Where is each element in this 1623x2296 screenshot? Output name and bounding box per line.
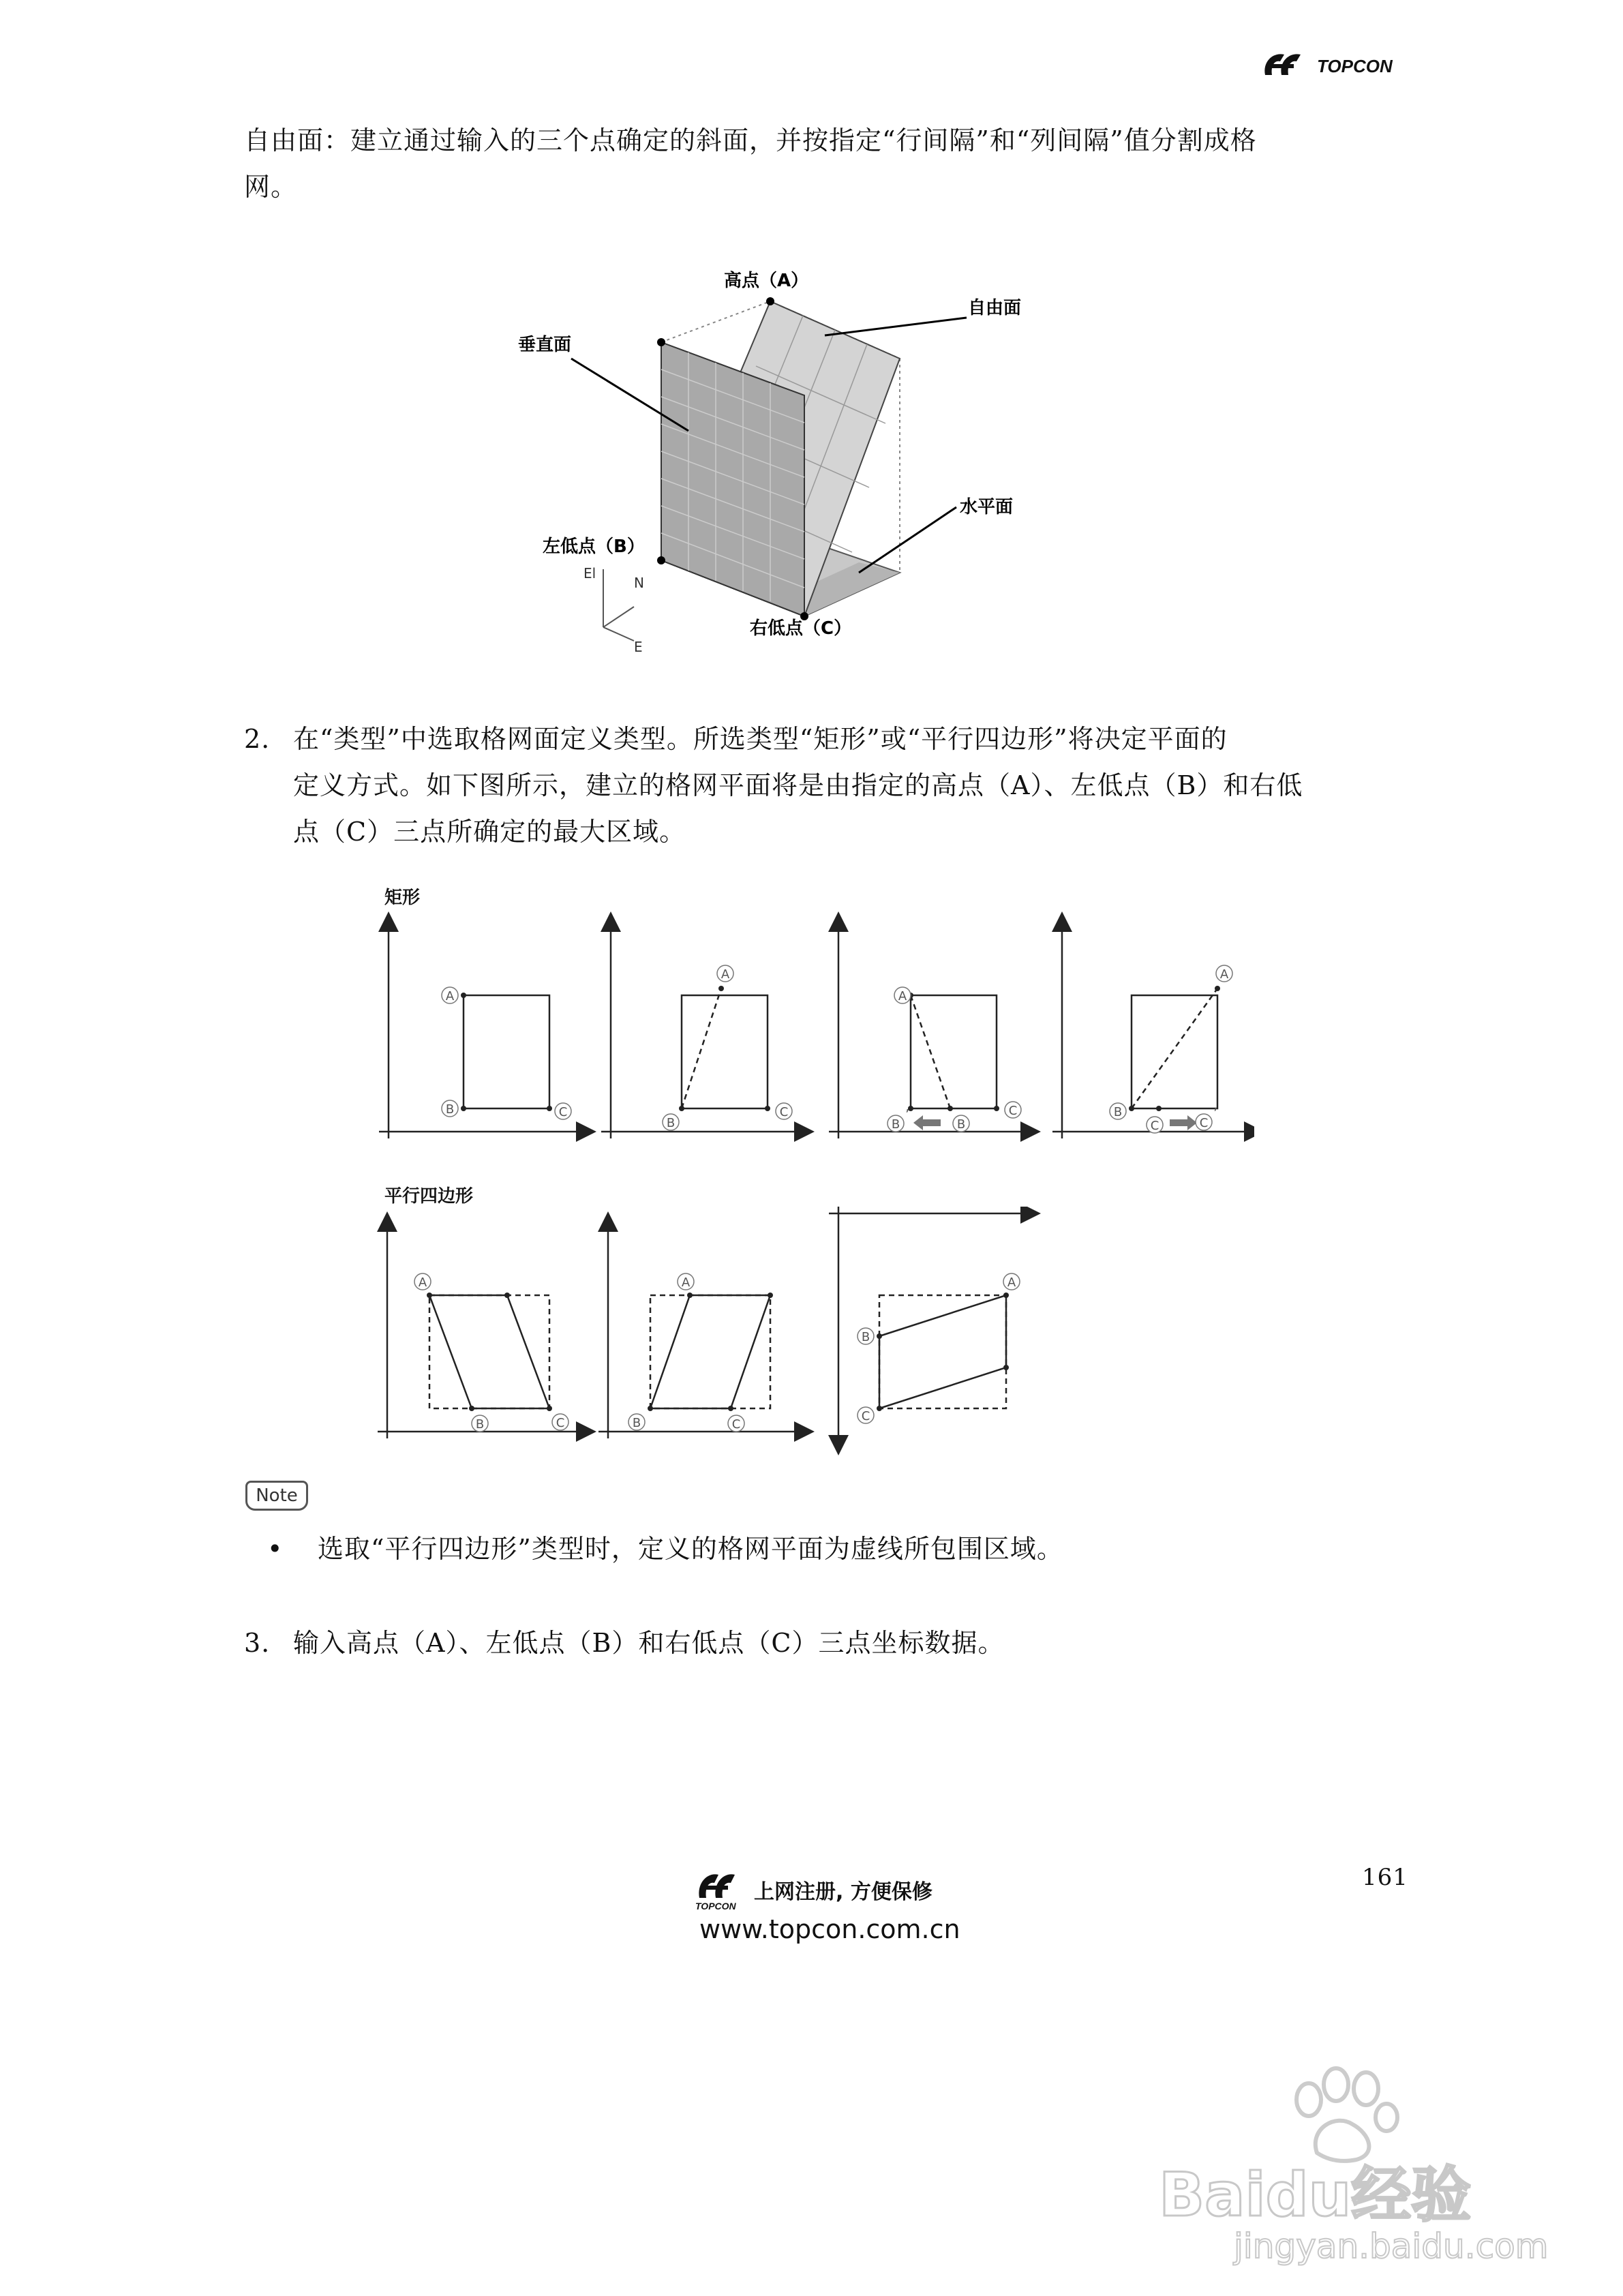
para1-point-c: C xyxy=(556,1416,565,1430)
rect4-prime-mark: ’ xyxy=(1213,1105,1218,1121)
rect4-point-a: A xyxy=(1219,967,1229,982)
rect2-point-a: A xyxy=(721,967,730,982)
rect1-point-b: B xyxy=(445,1102,455,1117)
axis-e-label: E xyxy=(634,639,643,655)
rect3-point-c: C xyxy=(1008,1104,1018,1118)
footer-logo-block xyxy=(695,1868,982,1950)
rect4-point-b: B xyxy=(1113,1105,1123,1119)
para3-point-c: C xyxy=(861,1409,870,1423)
rect2-point-c: C xyxy=(779,1105,789,1119)
axis-n-label: N xyxy=(634,575,644,591)
header-logo xyxy=(1261,48,1411,82)
rect-diagrams-title: 矩形 xyxy=(384,888,421,908)
page-number: 161 xyxy=(1362,1864,1408,1891)
step2-line-1: 在“类型”中选取格网面定义类型。所选类型“矩形”或“平行四边形”将决定平面的 xyxy=(293,724,1228,754)
rect3-point-b: B xyxy=(956,1117,966,1132)
para3-point-a: A xyxy=(1007,1275,1016,1290)
baidu-watermark xyxy=(1159,2066,1595,2270)
footer-slogan: 上网注册, 方便保修 xyxy=(754,1880,932,1904)
note-bullet: • xyxy=(267,1534,284,1564)
note-text: 选取“平行四边形”类型时，定义的格网平面为虚线所包围区域。 xyxy=(318,1534,1063,1564)
header-brand: TOPCON xyxy=(1317,56,1393,76)
axis-el-label: El xyxy=(583,565,596,581)
step3-number: 3. xyxy=(244,1628,271,1658)
para1-point-b: B xyxy=(475,1417,485,1432)
rect3-point-b-prime: B xyxy=(891,1117,900,1132)
note-icon-label: Note xyxy=(256,1485,298,1506)
rectangle-type-diagrams xyxy=(368,907,1254,1159)
para2-point-b: B xyxy=(632,1416,641,1430)
step2-number: 2. xyxy=(244,724,271,754)
label-free-plane: 自由面 xyxy=(968,298,1022,318)
rect4-point-c-prime: C xyxy=(1199,1116,1209,1130)
para2-point-c: C xyxy=(731,1417,741,1432)
step3-text: 输入高点（A）、左低点（B）和右低点（C）三点坐标数据。 xyxy=(293,1628,1005,1658)
parallelogram-type-diagrams xyxy=(368,1207,1050,1459)
intro-line-1: 自由面：建立通过输入的三个点确定的斜面，并按指定“行间隔”和“列间隔”值分割成格 xyxy=(244,125,1257,155)
step2-line-3: 点（C）三点所确定的最大区域。 xyxy=(293,817,686,847)
watermark-text: Baidu经验 xyxy=(1159,2160,1472,2230)
label-horizontal-plane: 水平面 xyxy=(960,497,1014,517)
para1-point-a: A xyxy=(418,1275,427,1290)
rect1-point-a: A xyxy=(445,989,455,1003)
rect3-point-a: A xyxy=(898,989,907,1003)
footer-url[interactable]: www.topcon.com.cn xyxy=(699,1914,960,1944)
label-high-point: 高点（A） xyxy=(724,271,809,291)
para2-point-a: A xyxy=(681,1275,691,1290)
label-right-low-point: 右低点（C） xyxy=(750,618,852,639)
label-vertical-plane: 垂直面 xyxy=(518,335,572,355)
para3-point-b: B xyxy=(861,1330,870,1344)
label-left-low-point: 左低点（B） xyxy=(543,537,645,557)
note-icon xyxy=(245,1481,308,1511)
grid-surface-3d-figure xyxy=(518,252,1200,675)
footer-logo-text: TOPCON xyxy=(695,1901,736,1912)
intro-line-2: 网。 xyxy=(244,172,298,202)
rect1-point-c: C xyxy=(558,1105,568,1119)
rect4-point-c: C xyxy=(1150,1119,1159,1133)
rect3-prime-mark: ’ xyxy=(905,1106,910,1123)
para-diagrams-title: 平行四边形 xyxy=(384,1186,474,1207)
topcon-logo-icon xyxy=(1261,48,1316,82)
step2-line-2: 定义方式。如下图所示，建立的格网平面将是由指定的高点（A）、左低点（B）和右低 xyxy=(293,770,1303,800)
rect2-point-b: B xyxy=(666,1116,676,1130)
watermark-url: jingyan.baidu.com xyxy=(1234,2226,1549,2266)
topcon-footer-logo-icon xyxy=(695,1868,750,1905)
